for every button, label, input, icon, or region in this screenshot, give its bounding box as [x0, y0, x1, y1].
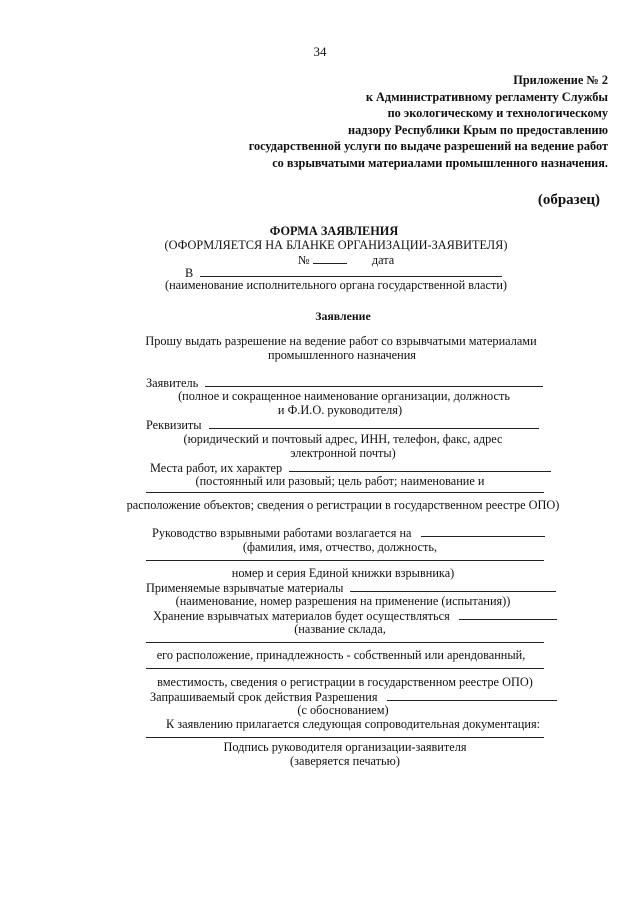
explosives-blank	[350, 580, 556, 592]
form-subtitle: (ОФОРМЛЯЕТСЯ НА БЛАНКЕ ОРГАНИЗАЦИИ-ЗАЯВИТЕЛЯ)	[164, 238, 508, 252]
storage-hint: (название склада,	[294, 622, 386, 636]
form-title: ФОРМА ЗАЯВЛЕНИЯ	[269, 224, 399, 238]
recipient-blank	[200, 265, 502, 277]
term-hint: (с обоснованием)	[297, 703, 389, 717]
storage-hint: вместимость, сведения о регистрации в государственном реестре ОПО)	[157, 675, 533, 689]
appendix-line: надзору Республики Крым по предоставлению	[348, 122, 608, 137]
recipient-label: В	[185, 266, 194, 280]
sample-label: (образец)	[537, 192, 600, 208]
appendix-line: по экологическому и технологическому	[387, 106, 608, 121]
applicant-hint: (полное и сокращенное наименование организации, должность	[178, 389, 510, 403]
applicant-blank	[205, 375, 543, 387]
requisites-blank	[209, 417, 539, 429]
management-field	[152, 525, 545, 541]
appendix-line: государственной услуги по выдаче разрешений на ведение работ	[248, 139, 608, 154]
explosives-label: Применяемые взрывчатые материалы	[146, 581, 344, 595]
attachments-blank-line	[146, 737, 544, 738]
storage-blank-line	[146, 668, 544, 669]
term-blank	[387, 689, 557, 701]
applicant-label: Заявитель	[146, 376, 199, 390]
signature-hint: (заверяется печатью)	[290, 754, 400, 768]
management-blank	[421, 525, 545, 537]
appendix-line: к Административному регламенту Службы	[365, 89, 608, 104]
attachments-label: К заявлению прилагается следующая сопроводительная документация:	[166, 717, 541, 731]
places-label: Места работ, их характер	[150, 461, 283, 475]
storage-blank	[459, 608, 557, 620]
storage-label: Хранение взрывчатых материалов будет осуществляться	[153, 609, 450, 623]
appendix-line: со взрывчатыми материалами промышленного назначения.	[272, 155, 608, 170]
places-hint: расположение объектов; сведения о регистрации в государственном реестре ОПО)	[126, 498, 560, 512]
request-line: промышленного назначения	[268, 348, 416, 362]
requisites-label: Реквизиты	[146, 418, 202, 432]
term-label: Запрашиваемый срок действия Разрешения	[150, 690, 378, 704]
appendix-line: Приложение № 2	[513, 73, 608, 87]
page-number: 34	[313, 44, 327, 59]
signature-label: Подпись руководителя организации-заявителя	[223, 740, 467, 754]
management-blank-line	[146, 560, 544, 561]
places-blank	[289, 460, 551, 472]
request-line: Прошу выдать разрешение на ведение работ со взрывчатыми материалами	[145, 334, 537, 348]
appendix-header	[148, 72, 608, 172]
storage-hint: его расположение, принадлежность - собственный или арендованный,	[156, 648, 526, 662]
applicant-hint: и Ф.И.О. руководителя)	[277, 403, 403, 417]
date-label: дата	[371, 253, 395, 267]
places-blank-line	[146, 492, 544, 493]
management-hint: (фамилия, имя, отчество, должность,	[242, 540, 438, 554]
number-label: №	[298, 253, 310, 267]
requisites-hint: электронной почты)	[290, 446, 396, 460]
storage-blank-line	[146, 642, 544, 643]
management-label: Руководство взрывными работами возлагается на	[152, 526, 412, 540]
places-hint: (постоянный или разовый; цель работ; наименование и	[195, 474, 485, 488]
recipient-hint: (наименование исполнительного органа государственной власти)	[164, 278, 508, 292]
management-hint: номер и серия Единой книжки взрывника)	[231, 566, 455, 580]
number-blank	[313, 252, 347, 264]
statement-heading: Заявление	[315, 309, 371, 323]
requisites-field	[146, 417, 539, 433]
explosives-hint: (наименование, номер разрешения на применение (испытания))	[175, 594, 511, 608]
requisites-hint: (юридический и почтовый адрес, ИНН, телефон, факс, адрес	[183, 432, 503, 446]
